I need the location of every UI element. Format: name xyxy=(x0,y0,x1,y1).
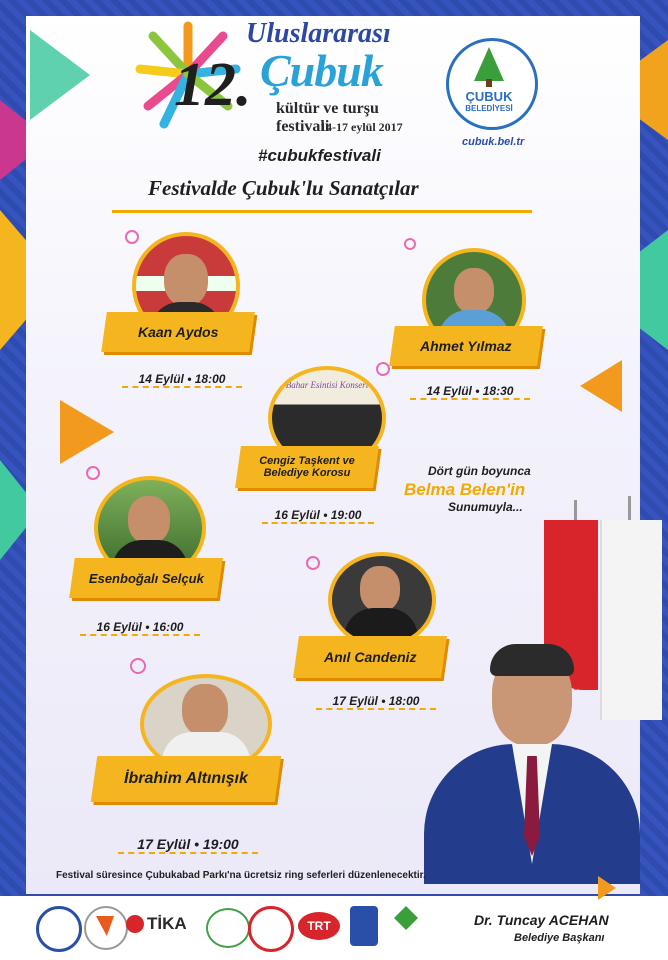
trt-label: TRT xyxy=(307,919,331,933)
tree-icon xyxy=(446,45,532,95)
presenter-line1: Dört gün boyunca xyxy=(428,464,531,478)
performer-name: Anıl Candeniz xyxy=(323,649,417,665)
sponsor-logo-mark xyxy=(394,906,418,930)
performer-name: İbrahim Altınışık xyxy=(124,770,248,787)
decor-circle xyxy=(306,556,320,570)
performer-date: 16 Eylül • 19:00 xyxy=(262,508,374,524)
title-top: Uluslararası xyxy=(246,18,391,49)
footer-rule xyxy=(26,894,640,896)
performer-date: 14 Eylül • 18:30 xyxy=(410,384,530,400)
festival-logo xyxy=(128,14,428,134)
performer-date: 17 Eylül • 18:00 xyxy=(316,694,436,710)
person-silhouette xyxy=(454,268,494,314)
performer-date: 17 Eylül • 19:00 xyxy=(118,836,258,854)
festival-dates: 14-17 eylül 2017 xyxy=(320,120,403,134)
decor-circle xyxy=(376,362,390,376)
logo-subtext: BELEDİYESİ xyxy=(465,104,513,113)
performer-name: Ahmet Yılmaz xyxy=(420,338,512,354)
logo-text: ÇUBUK xyxy=(465,89,513,104)
performer-name: Kaan Aydos xyxy=(137,324,219,340)
sponsor-logo xyxy=(350,906,378,946)
performer-name: Esenboğalı Selçuk xyxy=(88,570,204,586)
decor-circle xyxy=(125,230,139,244)
performer-name-ribbon xyxy=(389,326,543,366)
sponsor-logo-mark xyxy=(96,916,114,936)
hashtag: #cubukfestivali xyxy=(258,146,381,165)
decor-triangle xyxy=(598,876,616,900)
municipality-logo xyxy=(446,38,538,130)
performer-name-ribbon xyxy=(69,558,223,598)
mayor-photo xyxy=(424,640,640,884)
presenter-name: Belma Belen'in xyxy=(404,480,526,499)
website-link[interactable]: cubuk.bel.tr xyxy=(462,136,525,148)
decor-triangle xyxy=(30,30,90,120)
performer-name-ribbon xyxy=(91,756,281,802)
presenter-line2: Sunumuyla... xyxy=(448,500,523,514)
performer-name: Cengiz Taşkent ve Belediye Korosu xyxy=(259,455,355,479)
person-silhouette xyxy=(164,254,208,306)
edition-number: 12. xyxy=(174,51,252,119)
trt-logo xyxy=(298,912,340,940)
sponsor-logo xyxy=(84,906,128,950)
tika-logo xyxy=(126,914,187,934)
mayor-hair xyxy=(490,644,574,676)
sponsor-logo xyxy=(206,908,250,948)
performer-date: 14 Eylül • 18:00 xyxy=(122,372,242,388)
heading-underline xyxy=(112,210,532,213)
decor-circle xyxy=(86,466,100,480)
tika-label: TİKA xyxy=(147,914,187,933)
mayor-title: Belediye Başkanı xyxy=(514,932,605,944)
performer-name-ribbon xyxy=(101,312,255,352)
person-silhouette xyxy=(128,496,170,544)
person-silhouette xyxy=(360,566,400,612)
performer-date: 16 Eylül • 16:00 xyxy=(80,620,200,636)
sponsor-logo xyxy=(248,906,294,952)
person-silhouette xyxy=(182,684,228,736)
performer-name-ribbon xyxy=(235,446,379,488)
shuttle-notice: Festival süresince Çubukabad Parkı'na ücretsiz ring seferleri düzenlenecektir. xyxy=(56,870,426,881)
decor-circle xyxy=(130,658,146,674)
title-main: Çubuk xyxy=(260,45,383,96)
sponsor-logo xyxy=(36,906,82,952)
decor-circle xyxy=(404,238,416,250)
festival-subtitle: kültür ve turşu festivali xyxy=(276,100,379,135)
section-heading: Festivalde Çubuk'lu Sanatçılar xyxy=(148,176,419,200)
tika-icon xyxy=(126,915,144,933)
choir-banner: Bahar Esintisi Konseri xyxy=(285,380,369,390)
sponsor-logo xyxy=(386,906,426,946)
mayor-name: Dr. Tuncay ACEHAN xyxy=(474,912,609,928)
decor-triangle xyxy=(580,360,622,412)
performer-photo xyxy=(328,552,436,648)
decor-triangle xyxy=(60,400,114,464)
